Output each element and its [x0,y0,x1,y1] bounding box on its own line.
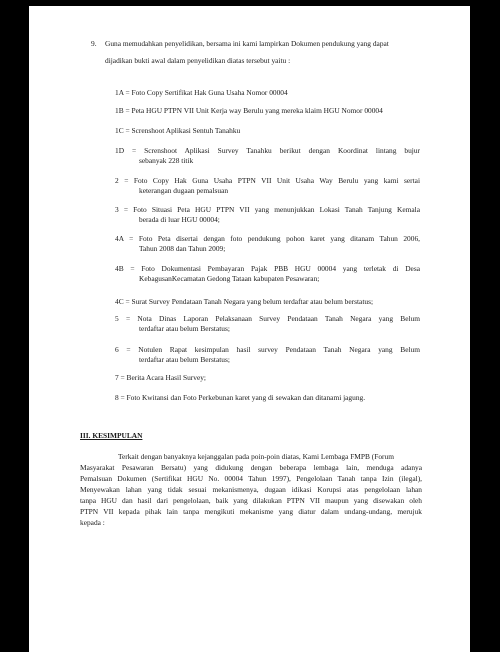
attachment-6-line1: 6 = Notulen Rapat kesimpulan hasil survey Pendataan Tanah Negara yang Belum [115,345,420,354]
conclusion-line5: tanpa HGU dan hasil dari pengelolaan, baik yang dilakukan PTPN VII maupun yang disewakan oleh [80,496,422,505]
conclusion-line2: Masyarakat Pesawaran Bersatu) yang didukung dengan beberapa lembaga lain, menduga adanya [80,463,422,472]
attachment-4c: 4C = Surat Survey Pendataan Tanah Negara yang belum terdaftar atau belum berstatus; [115,297,373,306]
attachment-4b-line1: 4B = Foto Dokumentasi Pembayaran Pajak PBB HGU 00004 yang terletak di Desa [115,264,420,273]
conclusion-line7: kepada : [80,518,105,527]
attachment-1d-line2: sebanyak 228 titik [139,156,194,165]
attachment-1b: 1B = Peta HGU PTPN VII Unit Kerja way Berulu yang mereka klaim HGU Nomor 00004 [115,106,383,115]
conclusion-line4: Menyewakan lahan yang tidak sesuai mekanismenya, dugaan idikasi Korupsi atas pengelolaan lahan [80,485,422,494]
point-number: 9. [91,39,97,48]
conclusion-line3: Pemalsuan Dokumen (Sertifikat HGU No. 00004 Tahun 1997), Pengelolaan Tanah tanpa Izin (ilegal), [80,474,422,483]
attachment-6-line2: terdaftar atau belum Berstatus; [139,355,230,364]
point9-line2: dijadikan bukti awal dalam penyelidikan diatas tersebut yaitu : [105,56,291,65]
attachment-5-line1: 5 = Nota Dinas Laporan Pelaksanaan Survey Pendataan Tanah Negara yang Belum [115,314,420,323]
attachment-1d-line1: 1D = Screnshoot Aplikasi Survey Tanahku berikut dengan Koordinat lintang bujur [115,146,420,155]
attachment-1c: 1C = Screnshoot Aplikasi Sentuh Tanahku [115,126,241,135]
attachment-8: 8 = Foto Kwitansi dan Foto Perkebunan karet yang di sewakan dan ditanami jagung. [115,393,366,402]
attachment-4b-line2: KebagusanKecamatan Gedong Tataan kabupaten Pesawaran; [139,274,320,283]
attachment-3-line1: 3 = Foto Situasi Peta HGU PTPN VII yang menunjukkan Lokasi Tanah Tanjung Kemala [115,205,420,214]
attachment-2-line1: 2 = Foto Copy Hak Guna Usaha PTPN VII Unit Usaha Way Berulu yang kami sertai [115,176,420,185]
point9-line1: Guna memudahkan penyelidikan, bersama ini kami lampirkan Dokumen pendukung yang dapat [105,39,389,48]
attachment-2-line2: keterangan dugaan pemalsuan [139,186,229,195]
attachment-4a-line1: 4A = Foto Peta disertai dengan foto pendukung pohon karet yang ditanam Tahun 2006, [115,234,420,243]
attachment-7: 7 = Berita Acara Hasil Survey; [115,373,206,382]
conclusion-line6: PTPN VII kepada pihak lain tanpa mengikuti mekanisme yang diatur dalam undang-undang, merujuk [80,507,422,516]
attachment-4a-line2: Tahun 2008 dan Tahun 2009; [139,244,226,253]
document-page [29,6,470,652]
section-heading: III. KESIMPULAN [80,431,143,440]
attachment-5-line2: terdaftar atau belum Berstatus; [139,324,230,333]
attachment-1a: 1A = Foto Copy Sertifikat Hak Guna Usaha Nomor 00004 [115,88,288,97]
attachment-3-line2: berada di luar HGU 00004; [139,215,220,224]
conclusion-line1: Terkait dengan banyaknya kejanggalan pada poin-poin diatas, Kami Lembaga FMPB (Forum [118,452,394,461]
